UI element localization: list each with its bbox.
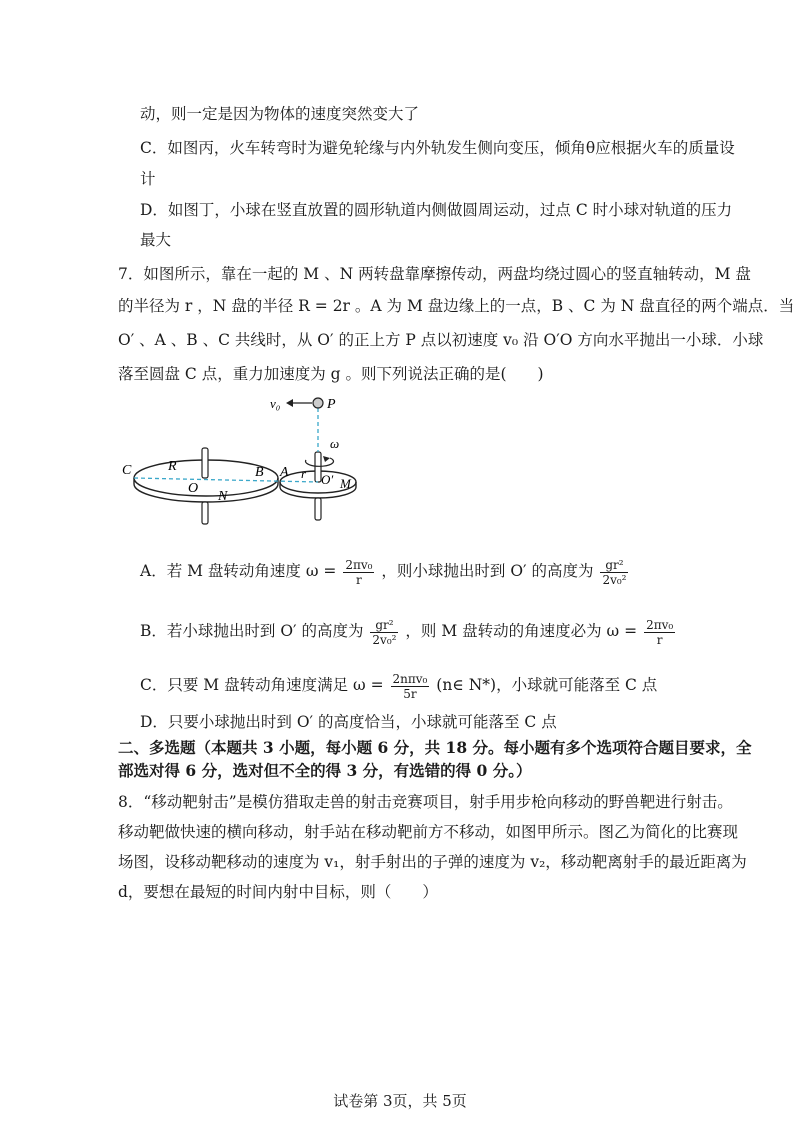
ball-p	[313, 398, 323, 408]
question-7-text: 的半径为 r ，N 盘的半径 R = 2r 。A 为 M 盘边缘上的一点，B 、C 为 N 盘直径的两个端点．当	[118, 297, 795, 315]
text-line: D．如图丁，小球在竖直放置的圆形轨道内侧做圆周运动，过点 C 时小球对轨道的压力	[140, 201, 733, 219]
option-c	[140, 670, 657, 701]
label-r-small: r	[301, 466, 307, 481]
text-line: C．如图丙，火车转弯时为避免轮缘与内外轨发生侧向变压，倾角θ应根据火车的质量设	[140, 139, 735, 157]
axis-n-bottom	[202, 502, 208, 524]
label-o-prime: O′	[321, 472, 334, 487]
option-b-text: B．若小球抛出时到 O′ 的高度为	[140, 622, 364, 640]
axis-n-top	[202, 448, 208, 478]
question-8-text: 场图，设移动靶移动的速度为 v₁，射手射出的子弹的速度为 v₂，移动靶离射手的最近距离为	[118, 853, 747, 871]
fraction-height: $\frac{\text{gr²}}{\text{2v₀²}}$	[372, 617, 397, 647]
text-line: 计	[140, 170, 156, 188]
question-7-text: O′ 、A 、B 、C 共线时，从 O′ 的正上方 P 点以初速度 v₀ 沿 O′O 方向水平抛出一小球．小球	[118, 331, 764, 349]
section-heading: 二、多选题（本题共 3 小题，每小题 6 分，共 18 分。每小题有多个选项符合题目要求，全	[118, 738, 752, 757]
option-c-text-2: (n∈ N*)，小球就可能落至 C 点	[436, 676, 658, 694]
fraction-omega: $\frac{\text{2πv₀}}{r}$	[345, 557, 373, 587]
question-7-text: 7．如图所示，靠在一起的 M 、N 两转盘靠摩擦传动，两盘均绕过圆心的竖直轴转动，M 盘	[118, 265, 751, 283]
label-n: N	[218, 489, 228, 504]
fraction-height: $\frac{\text{gr²}}{\text{2v₀²}}$	[602, 557, 627, 587]
option-b	[140, 616, 677, 647]
option-b-text-2: ，则 M 盘转动的角速度必为 ω =	[405, 622, 638, 640]
turntable-diagram	[118, 392, 368, 532]
label-r-big: R	[168, 459, 177, 474]
option-c-text: C．只要 M 盘转动角速度满足 ω =	[140, 676, 384, 694]
label-p: P	[327, 397, 336, 412]
label-o: O	[188, 481, 199, 496]
text-line: 动，则一定是因为物体的速度突然变大了	[140, 105, 420, 123]
label-omega: ω	[330, 436, 340, 451]
label-v0: v₀	[270, 396, 281, 411]
option-d: D．只要小球抛出时到 O′ 的高度恰当，小球就可能落至 C 点	[140, 713, 557, 731]
question-7-text: 落至圆盘 C 点，重力加速度为 g 。则下列说法正确的是( )	[118, 365, 544, 383]
label-b: B	[255, 465, 264, 480]
question-8-text: 8．“移动靶射击”是模仿猎取走兽的射击竞赛项目，射手用步枪向移动的野兽靶进行射击。	[118, 793, 733, 811]
text-line: 最大	[140, 231, 172, 249]
label-c: C	[122, 463, 132, 478]
fraction-omega: $\frac{\text{2πv₀}}{r}$	[646, 617, 674, 647]
label-m: M	[340, 476, 351, 491]
label-a: A	[280, 465, 289, 480]
axis-m-bottom	[315, 498, 321, 520]
option-a-text: A．若 M 盘转动角速度 ω =	[140, 562, 337, 580]
question-8-text: d，要想在最短的时间内射中目标，则（ ）	[118, 883, 438, 901]
section-heading: 部选对得 6 分，选对但不全的得 3 分，有选错的得 0 分。）	[118, 761, 532, 780]
option-a	[140, 556, 630, 587]
fraction-omega-n: $\frac{\text{2nπv₀}}{5r}$	[392, 671, 428, 701]
v0-arrowhead	[286, 399, 293, 407]
page-footer: 试卷第 3页，共 5页	[333, 1092, 467, 1110]
option-a-text-2: ，则小球抛出时到 O′ 的高度为	[381, 562, 594, 580]
question-8-text: 移动靶做快速的横向移动，射手站在移动靶前方不移动，如图甲所示。图乙为简化的比赛现	[118, 823, 739, 841]
